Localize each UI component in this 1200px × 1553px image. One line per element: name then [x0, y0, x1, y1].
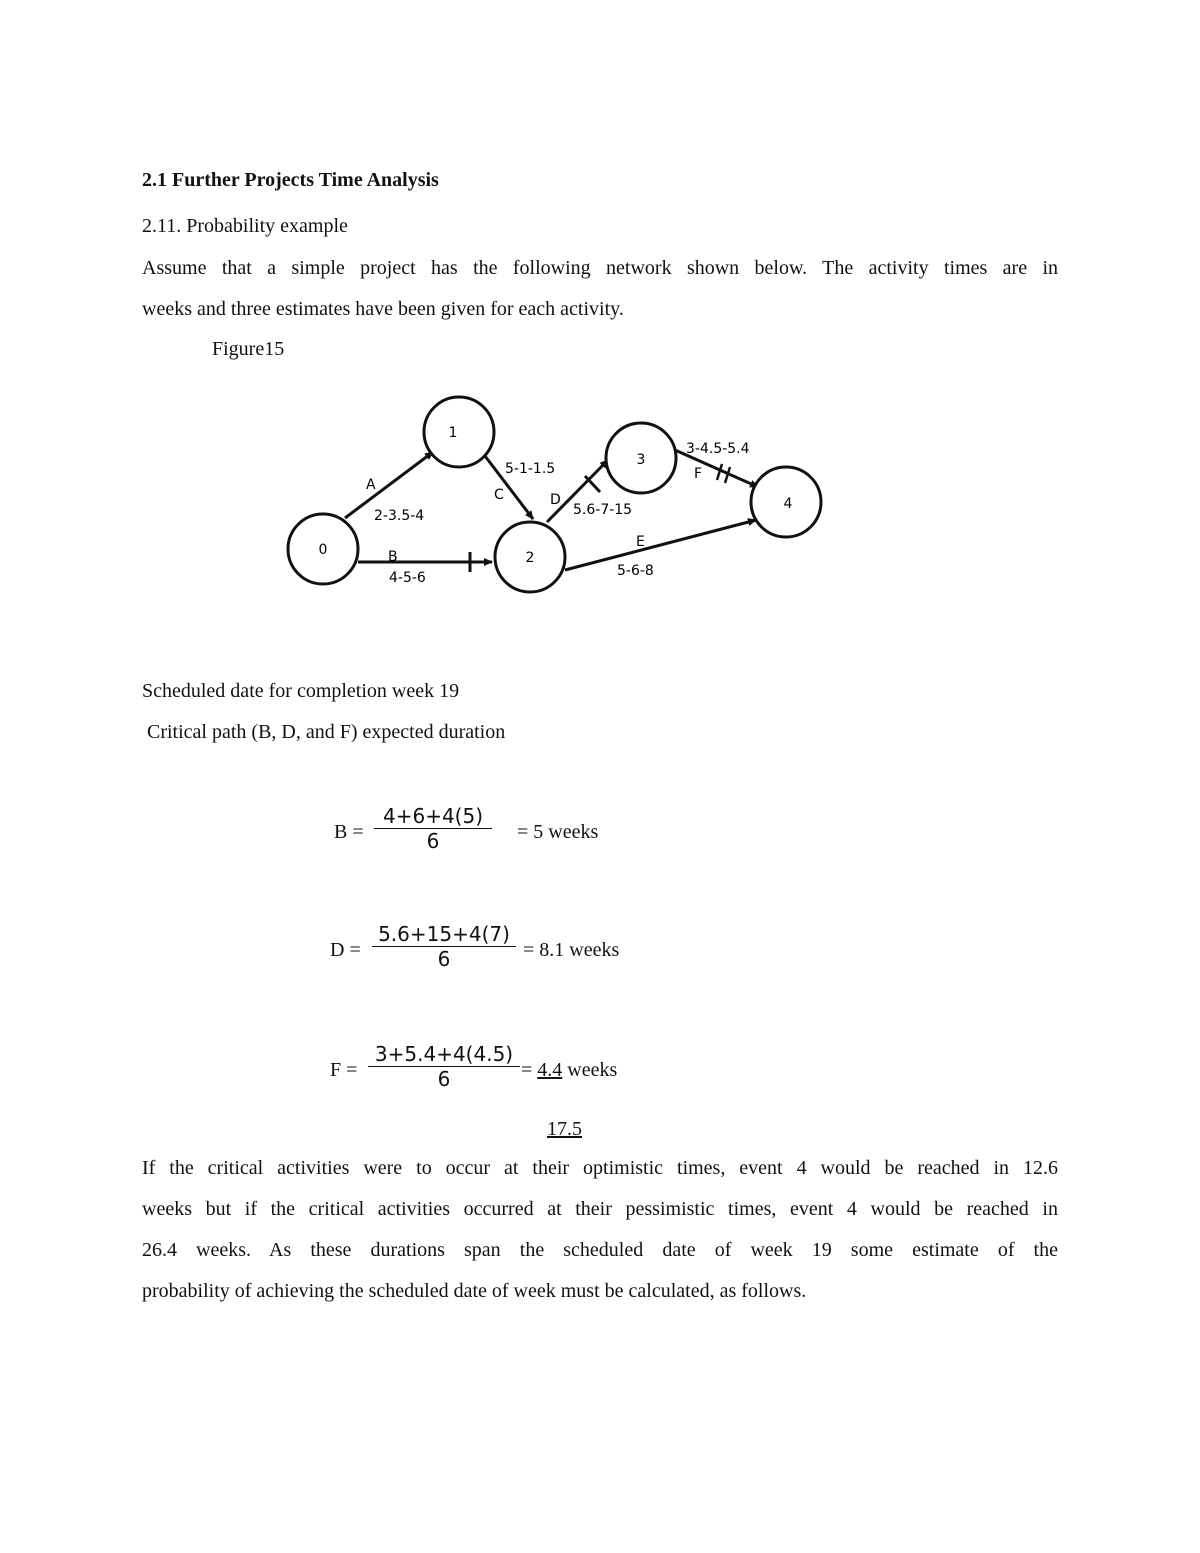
node-3-label: 3	[636, 452, 646, 468]
equation-f-numerator: 3+5.4+4(4.5)	[374, 1042, 514, 1066]
scheduled-date: Scheduled date for completion week 19	[142, 680, 460, 702]
activity-b-times: 4-5-6	[389, 570, 426, 586]
activity-c-times: 5-1-1.5	[505, 461, 556, 477]
equation-f-result-suffix: weeks	[562, 1059, 618, 1081]
equation-f-result-value: 4.4	[537, 1059, 563, 1081]
critical-path: Critical path (B, D, and F) expected duration	[142, 721, 506, 743]
activity-a-name: A	[366, 477, 376, 493]
conclusion-line-3: 26.4 weeks. As these durations span the scheduled date of week 19 some estimate of the	[142, 1239, 1058, 1261]
conclusion-line-2: weeks but if the critical activities occurred at their pessimistic times, event 4 would be reached in	[142, 1198, 1058, 1220]
equation-b-result: = 5 weeks	[517, 821, 599, 843]
section-heading: 2.1 Further Projects Time Analysis	[142, 169, 439, 191]
activity-e-name: E	[636, 534, 645, 550]
total-duration: 17.5	[547, 1118, 582, 1140]
equation-d-result: = 8.1 weeks	[523, 939, 620, 961]
activity-a-times: 2-3.5-4	[374, 508, 425, 524]
conclusion-line-4: probability of achieving the scheduled date of week must be calculated, as follows.	[142, 1280, 807, 1302]
node-2-label: 2	[525, 550, 535, 566]
equation-f-result-prefix: =	[521, 1059, 533, 1081]
equation-b-numerator: 4+6+4(5)	[382, 804, 484, 828]
figure-label: Figure15	[212, 338, 285, 360]
conclusion-paragraph	[142, 1148, 1058, 1312]
equation-d-numerator: 5.6+15+4(7)	[378, 922, 510, 946]
intro-line-2: weeks and three estimates have been given for each activity.	[142, 298, 624, 320]
activity-e-times: 5-6-8	[617, 563, 654, 579]
equation-b-denominator: 6	[426, 829, 440, 853]
equation-f-result	[521, 1058, 617, 1082]
activity-f-times: 3-4.5-5.4	[686, 441, 750, 457]
equation-f-denominator: 6	[437, 1067, 451, 1091]
activity-b-name: B	[388, 549, 398, 565]
activity-f-name: F	[694, 466, 703, 482]
node-1-label: 1	[448, 425, 458, 441]
activity-c-name: C	[494, 487, 504, 503]
edge-e	[565, 520, 756, 570]
equation-b-lhs: B =	[334, 821, 364, 843]
node-4-label: 4	[783, 496, 793, 512]
equation-d-lhs: D =	[330, 939, 361, 961]
equation-f-lhs: F =	[330, 1059, 358, 1081]
activity-d-times: 5.6-7-15	[573, 502, 633, 518]
node-0-label: 0	[318, 542, 328, 558]
equation-b-fraction	[374, 804, 492, 853]
critical-mark-d	[585, 476, 600, 492]
equation-d-fraction	[372, 922, 516, 971]
node-1	[424, 397, 494, 467]
intro-line-1: Assume that a simple project has the following network shown below. The activity times are in	[142, 257, 1058, 279]
network-diagram	[0, 0, 1200, 620]
activity-d-name: D	[550, 492, 561, 508]
equation-f-fraction	[368, 1042, 520, 1091]
equation-d-denominator: 6	[437, 947, 451, 971]
subsection-heading: 2.11. Probability example	[142, 215, 348, 237]
conclusion-line-1: If the critical activities were to occur at their optimistic times, event 4 would be reached in 12.6	[142, 1157, 1058, 1179]
